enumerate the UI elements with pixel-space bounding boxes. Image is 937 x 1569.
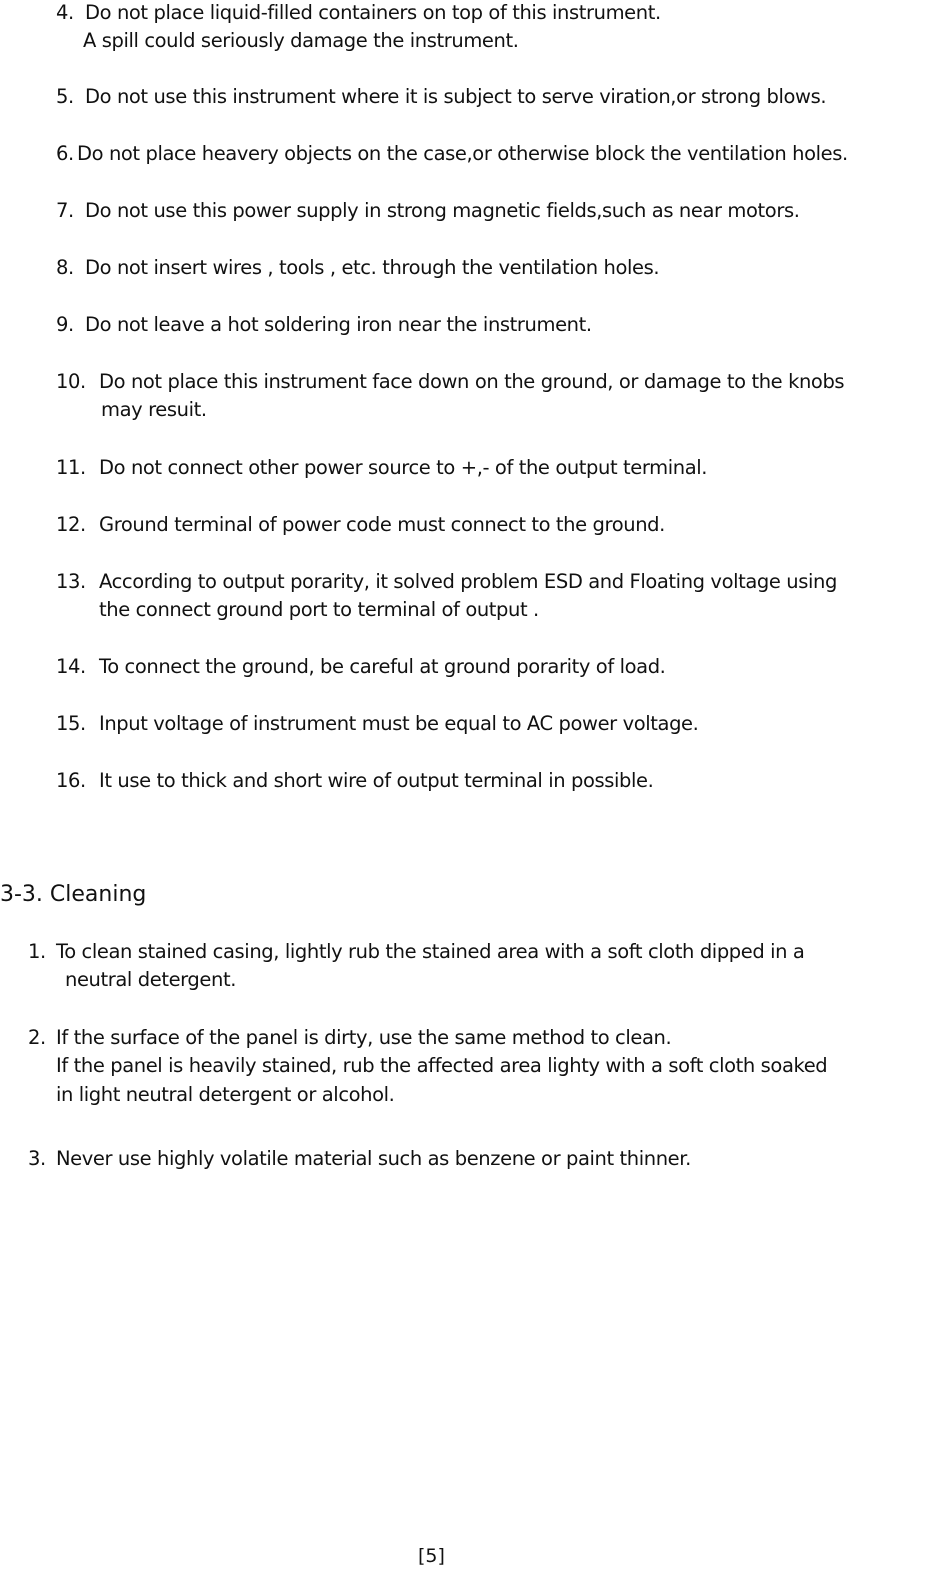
item-text: Ground terminal of power code must connect to the ground. bbox=[99, 513, 665, 536]
item-text-continued: If the panel is heavily stained, rub the affected area lighty with a soft cloth soaked bbox=[56, 1054, 828, 1077]
page-number: [5] bbox=[418, 1545, 445, 1567]
item-number: 7. bbox=[56, 199, 74, 222]
item-text-continued: neutral detergent. bbox=[65, 968, 237, 991]
item-text: Do not leave a hot soldering iron near the instrument. bbox=[85, 313, 592, 336]
item-text: It use to thick and short wire of output terminal in possible. bbox=[99, 769, 654, 792]
item-text: Do not place heavery objects on the case,or otherwise block the ventilation holes. bbox=[77, 142, 848, 165]
item-text: To connect the ground, be careful at ground porarity of load. bbox=[99, 655, 666, 678]
item-text: Do not place liquid-filled containers on top of this instrument. bbox=[85, 1, 661, 24]
item-number: 11. bbox=[56, 456, 86, 479]
item-number: 15. bbox=[56, 712, 86, 735]
item-number: 5. bbox=[56, 85, 74, 108]
item-text: Do not insert wires , tools , etc. through the ventilation holes. bbox=[85, 256, 660, 279]
item-text: Input voltage of instrument must be equal to AC power voltage. bbox=[99, 712, 699, 735]
item-number: 4. bbox=[56, 1, 74, 24]
item-text: According to output porarity, it solved problem ESD and Floating voltage using bbox=[99, 570, 837, 593]
item-text: Do not use this instrument where it is subject to serve viration,or strong blows. bbox=[85, 85, 827, 108]
item-number: 9. bbox=[56, 313, 74, 336]
item-text: To clean stained casing, lightly rub the stained area with a soft cloth dipped in a bbox=[56, 940, 805, 963]
section-heading: 3-3. Cleaning bbox=[0, 882, 147, 907]
item-text: Do not use this power supply in strong magnetic fields,such as near motors. bbox=[85, 199, 800, 222]
item-number: 16. bbox=[56, 769, 86, 792]
item-text: If the surface of the panel is dirty, use the same method to clean. bbox=[56, 1026, 672, 1049]
item-text-continued: may resuit. bbox=[101, 398, 207, 421]
item-number: 12. bbox=[56, 513, 86, 536]
item-text-continued: the connect ground port to terminal of output . bbox=[99, 598, 539, 621]
item-number: 13. bbox=[56, 570, 86, 593]
item-number: 14. bbox=[56, 655, 86, 678]
item-text: Never use highly volatile material such as benzene or paint thinner. bbox=[56, 1147, 691, 1170]
item-text: Do not connect other power source to +,- of the output terminal. bbox=[99, 456, 708, 479]
item-number: 8. bbox=[56, 256, 74, 279]
item-number: 1. bbox=[28, 940, 46, 963]
item-text-continued: A spill could seriously damage the instrument. bbox=[83, 29, 519, 52]
item-text-continued: in light neutral detergent or alcohol. bbox=[56, 1083, 395, 1106]
item-number: 3. bbox=[28, 1147, 46, 1170]
item-text: Do not place this instrument face down on the ground, or damage to the knobs bbox=[99, 370, 845, 393]
item-number: 2. bbox=[28, 1026, 46, 1049]
item-number: 10. bbox=[56, 370, 86, 393]
item-number: 6. bbox=[56, 142, 74, 165]
